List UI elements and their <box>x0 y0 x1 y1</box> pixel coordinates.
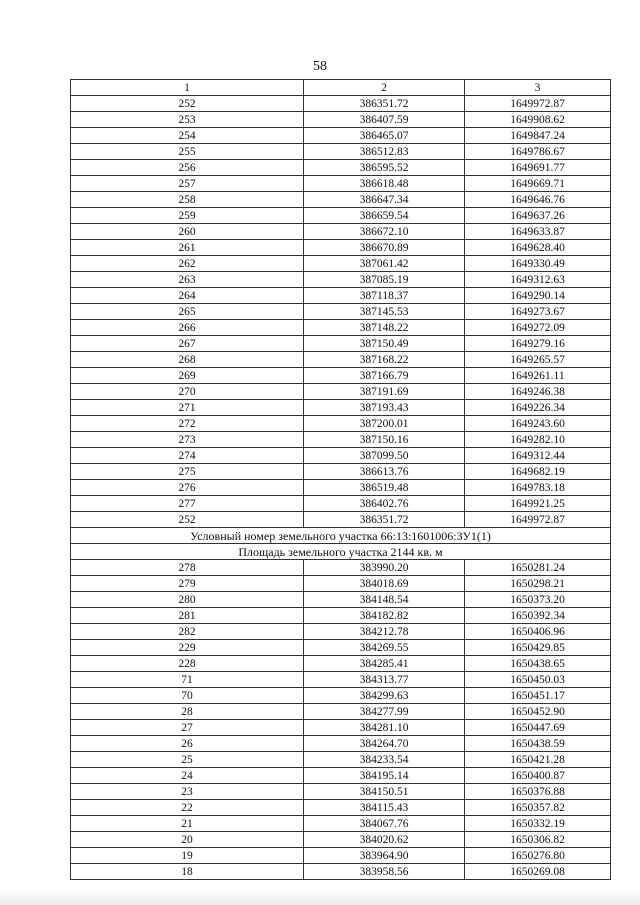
x-coordinate-cell: 384233.54 <box>304 752 465 768</box>
table-row <box>71 176 611 192</box>
x-coordinate-cell: 386407.59 <box>304 112 465 128</box>
table-row <box>71 784 611 800</box>
y-coordinate-cell: 1650357.82 <box>465 800 611 816</box>
point-number-cell: 253 <box>71 112 304 128</box>
x-coordinate-cell: 384264.70 <box>304 736 465 752</box>
x-coordinate-cell: 386672.10 <box>304 224 465 240</box>
x-coordinate-cell: 384281.10 <box>304 720 465 736</box>
table-row <box>71 608 611 624</box>
y-coordinate-cell: 1650438.59 <box>465 736 611 752</box>
y-coordinate-cell: 1650269.08 <box>465 864 611 880</box>
y-coordinate-cell: 1649908.62 <box>465 112 611 128</box>
x-coordinate-cell: 384020.62 <box>304 832 465 848</box>
table-row <box>71 656 611 672</box>
y-coordinate-cell: 1649669.71 <box>465 176 611 192</box>
table-row <box>71 368 611 384</box>
y-coordinate-cell: 1650400.87 <box>465 768 611 784</box>
table-row <box>71 400 611 416</box>
point-number-cell: 279 <box>71 576 304 592</box>
y-coordinate-cell: 1649312.63 <box>465 272 611 288</box>
y-coordinate-cell: 1650429.85 <box>465 640 611 656</box>
x-coordinate-cell: 386618.48 <box>304 176 465 192</box>
point-number-cell: 270 <box>71 384 304 400</box>
table-row <box>71 416 611 432</box>
y-coordinate-cell: 1650450.03 <box>465 672 611 688</box>
table-row <box>71 144 611 160</box>
y-coordinate-cell: 1649330.49 <box>465 256 611 272</box>
x-coordinate-cell: 387150.16 <box>304 432 465 448</box>
point-number-cell: 19 <box>71 848 304 864</box>
y-coordinate-cell: 1649633.87 <box>465 224 611 240</box>
table-header-row <box>71 80 611 96</box>
x-coordinate-cell: 386512.83 <box>304 144 465 160</box>
x-coordinate-cell: 386519.48 <box>304 480 465 496</box>
table-row <box>71 832 611 848</box>
y-coordinate-cell: 1649243.60 <box>465 416 611 432</box>
point-number-cell: 258 <box>71 192 304 208</box>
x-coordinate-cell: 384313.77 <box>304 672 465 688</box>
y-coordinate-cell: 1649290.14 <box>465 288 611 304</box>
y-coordinate-cell: 1650298.21 <box>465 576 611 592</box>
point-number-cell: 255 <box>71 144 304 160</box>
point-number-cell: 273 <box>71 432 304 448</box>
table-row <box>71 704 611 720</box>
point-number-cell: 264 <box>71 288 304 304</box>
coordinates-table <box>70 79 611 880</box>
x-coordinate-cell: 386351.72 <box>304 512 465 528</box>
point-number-cell: 228 <box>71 656 304 672</box>
x-coordinate-cell: 387118.37 <box>304 288 465 304</box>
point-number-cell: 276 <box>71 480 304 496</box>
x-coordinate-cell: 387191.69 <box>304 384 465 400</box>
point-number-cell: 274 <box>71 448 304 464</box>
x-coordinate-cell: 387193.43 <box>304 400 465 416</box>
point-number-cell: 263 <box>71 272 304 288</box>
point-number-cell: 262 <box>71 256 304 272</box>
y-coordinate-cell: 1649972.87 <box>465 512 611 528</box>
y-coordinate-cell: 1650447.69 <box>465 720 611 736</box>
table-row <box>71 848 611 864</box>
point-number-cell: 71 <box>71 672 304 688</box>
x-coordinate-cell: 387150.49 <box>304 336 465 352</box>
x-coordinate-cell: 384115.43 <box>304 800 465 816</box>
y-coordinate-cell: 1650421.28 <box>465 752 611 768</box>
point-number-cell: 280 <box>71 592 304 608</box>
y-coordinate-cell: 1650376.88 <box>465 784 611 800</box>
point-number-cell: 25 <box>71 752 304 768</box>
table-row <box>71 160 611 176</box>
table-row <box>71 640 611 656</box>
x-coordinate-cell: 384150.51 <box>304 784 465 800</box>
y-coordinate-cell: 1649783.18 <box>465 480 611 496</box>
y-coordinate-cell: 1650332.19 <box>465 816 611 832</box>
x-coordinate-cell: 384277.99 <box>304 704 465 720</box>
point-number-cell: 281 <box>71 608 304 624</box>
table-row <box>71 208 611 224</box>
table-row <box>71 576 611 592</box>
x-coordinate-cell: 384067.76 <box>304 816 465 832</box>
table-row <box>71 432 611 448</box>
point-number-cell: 259 <box>71 208 304 224</box>
y-coordinate-cell: 1649921.25 <box>465 496 611 512</box>
table-row <box>71 448 611 464</box>
scan-edge-shadow <box>0 887 640 905</box>
table-row <box>71 112 611 128</box>
x-coordinate-cell: 387148.22 <box>304 320 465 336</box>
table-row <box>71 512 611 528</box>
point-number-cell: 18 <box>71 864 304 880</box>
x-coordinate-cell: 386465.07 <box>304 128 465 144</box>
y-coordinate-cell: 1650281.24 <box>465 560 611 576</box>
table-row <box>71 768 611 784</box>
y-coordinate-cell: 1650373.20 <box>465 592 611 608</box>
table-row <box>71 320 611 336</box>
plot-area-title-row <box>71 544 611 560</box>
y-coordinate-cell: 1649261.11 <box>465 368 611 384</box>
y-coordinate-cell: 1649786.67 <box>465 144 611 160</box>
point-number-cell: 229 <box>71 640 304 656</box>
point-number-cell: 257 <box>71 176 304 192</box>
point-number-cell: 20 <box>71 832 304 848</box>
point-number-cell: 21 <box>71 816 304 832</box>
x-coordinate-cell: 383958.56 <box>304 864 465 880</box>
table-row <box>71 816 611 832</box>
table-row <box>71 480 611 496</box>
table-row <box>71 736 611 752</box>
point-number-cell: 268 <box>71 352 304 368</box>
point-number-cell: 261 <box>71 240 304 256</box>
x-coordinate-cell: 384269.55 <box>304 640 465 656</box>
table-row <box>71 224 611 240</box>
y-coordinate-cell: 1649265.57 <box>465 352 611 368</box>
y-coordinate-cell: 1650392.34 <box>465 608 611 624</box>
table-row <box>71 256 611 272</box>
x-coordinate-cell: 384195.14 <box>304 768 465 784</box>
table-row <box>71 384 611 400</box>
y-coordinate-cell: 1649312.44 <box>465 448 611 464</box>
column-header-y: 3 <box>465 80 611 96</box>
cadastral-number-title: Условный номер земельного участка 66:13:1601006:ЗУ1(1) <box>71 528 611 544</box>
y-coordinate-cell: 1650451.17 <box>465 688 611 704</box>
y-coordinate-cell: 1650406.96 <box>465 624 611 640</box>
x-coordinate-cell: 386613.76 <box>304 464 465 480</box>
x-coordinate-cell: 386659.54 <box>304 208 465 224</box>
x-coordinate-cell: 386402.76 <box>304 496 465 512</box>
point-number-cell: 252 <box>71 512 304 528</box>
y-coordinate-cell: 1649628.40 <box>465 240 611 256</box>
x-coordinate-cell: 386351.72 <box>304 96 465 112</box>
x-coordinate-cell: 386647.34 <box>304 192 465 208</box>
table-row <box>71 128 611 144</box>
point-number-cell: 27 <box>71 720 304 736</box>
y-coordinate-cell: 1649272.09 <box>465 320 611 336</box>
table-row <box>71 864 611 880</box>
column-header-point: 1 <box>71 80 304 96</box>
y-coordinate-cell: 1650276.80 <box>465 848 611 864</box>
table-row <box>71 336 611 352</box>
x-coordinate-cell: 387099.50 <box>304 448 465 464</box>
x-coordinate-cell: 384212.78 <box>304 624 465 640</box>
table-row <box>71 288 611 304</box>
table-row <box>71 272 611 288</box>
x-coordinate-cell: 387085.19 <box>304 272 465 288</box>
y-coordinate-cell: 1650452.90 <box>465 704 611 720</box>
point-number-cell: 260 <box>71 224 304 240</box>
table-row <box>71 560 611 576</box>
point-number-cell: 256 <box>71 160 304 176</box>
x-coordinate-cell: 386595.52 <box>304 160 465 176</box>
y-coordinate-cell: 1649273.67 <box>465 304 611 320</box>
point-number-cell: 252 <box>71 96 304 112</box>
point-number-cell: 278 <box>71 560 304 576</box>
point-number-cell: 24 <box>71 768 304 784</box>
y-coordinate-cell: 1649847.24 <box>465 128 611 144</box>
column-header-x: 2 <box>304 80 465 96</box>
x-coordinate-cell: 387166.79 <box>304 368 465 384</box>
y-coordinate-cell: 1649282.10 <box>465 432 611 448</box>
point-number-cell: 272 <box>71 416 304 432</box>
table-row <box>71 96 611 112</box>
y-coordinate-cell: 1650438.65 <box>465 656 611 672</box>
point-number-cell: 22 <box>71 800 304 816</box>
x-coordinate-cell: 387145.53 <box>304 304 465 320</box>
table-row <box>71 752 611 768</box>
table-row <box>71 720 611 736</box>
x-coordinate-cell: 383990.20 <box>304 560 465 576</box>
point-number-cell: 282 <box>71 624 304 640</box>
point-number-cell: 23 <box>71 784 304 800</box>
y-coordinate-cell: 1649279.16 <box>465 336 611 352</box>
table-row <box>71 592 611 608</box>
x-coordinate-cell: 387168.22 <box>304 352 465 368</box>
table-row <box>71 688 611 704</box>
table-row <box>71 304 611 320</box>
point-number-cell: 269 <box>71 368 304 384</box>
table-row <box>71 496 611 512</box>
cadastral-number-title-row <box>71 528 611 544</box>
y-coordinate-cell: 1649637.26 <box>465 208 611 224</box>
point-number-cell: 277 <box>71 496 304 512</box>
x-coordinate-cell: 384182.82 <box>304 608 465 624</box>
point-number-cell: 267 <box>71 336 304 352</box>
x-coordinate-cell: 384148.54 <box>304 592 465 608</box>
table-row <box>71 624 611 640</box>
point-number-cell: 26 <box>71 736 304 752</box>
x-coordinate-cell: 384285.41 <box>304 656 465 672</box>
point-number-cell: 266 <box>71 320 304 336</box>
point-number-cell: 28 <box>71 704 304 720</box>
y-coordinate-cell: 1649682.19 <box>465 464 611 480</box>
page-number: 58 <box>313 59 327 74</box>
y-coordinate-cell: 1649691.77 <box>465 160 611 176</box>
y-coordinate-cell: 1649646.76 <box>465 192 611 208</box>
point-number-cell: 254 <box>71 128 304 144</box>
x-coordinate-cell: 386670.89 <box>304 240 465 256</box>
point-number-cell: 275 <box>71 464 304 480</box>
x-coordinate-cell: 383964.90 <box>304 848 465 864</box>
table-row <box>71 192 611 208</box>
table-row <box>71 464 611 480</box>
x-coordinate-cell: 387200.01 <box>304 416 465 432</box>
point-number-cell: 271 <box>71 400 304 416</box>
x-coordinate-cell: 384299.63 <box>304 688 465 704</box>
table-row <box>71 672 611 688</box>
table-row <box>71 800 611 816</box>
point-number-cell: 70 <box>71 688 304 704</box>
y-coordinate-cell: 1649226.34 <box>465 400 611 416</box>
table-row <box>71 352 611 368</box>
y-coordinate-cell: 1649246.38 <box>465 384 611 400</box>
y-coordinate-cell: 1650306.82 <box>465 832 611 848</box>
y-coordinate-cell: 1649972.87 <box>465 96 611 112</box>
x-coordinate-cell: 384018.69 <box>304 576 465 592</box>
plot-area-title: Площадь земельного участка 2144 кв. м <box>71 544 611 560</box>
x-coordinate-cell: 387061.42 <box>304 256 465 272</box>
point-number-cell: 265 <box>71 304 304 320</box>
table-row <box>71 240 611 256</box>
